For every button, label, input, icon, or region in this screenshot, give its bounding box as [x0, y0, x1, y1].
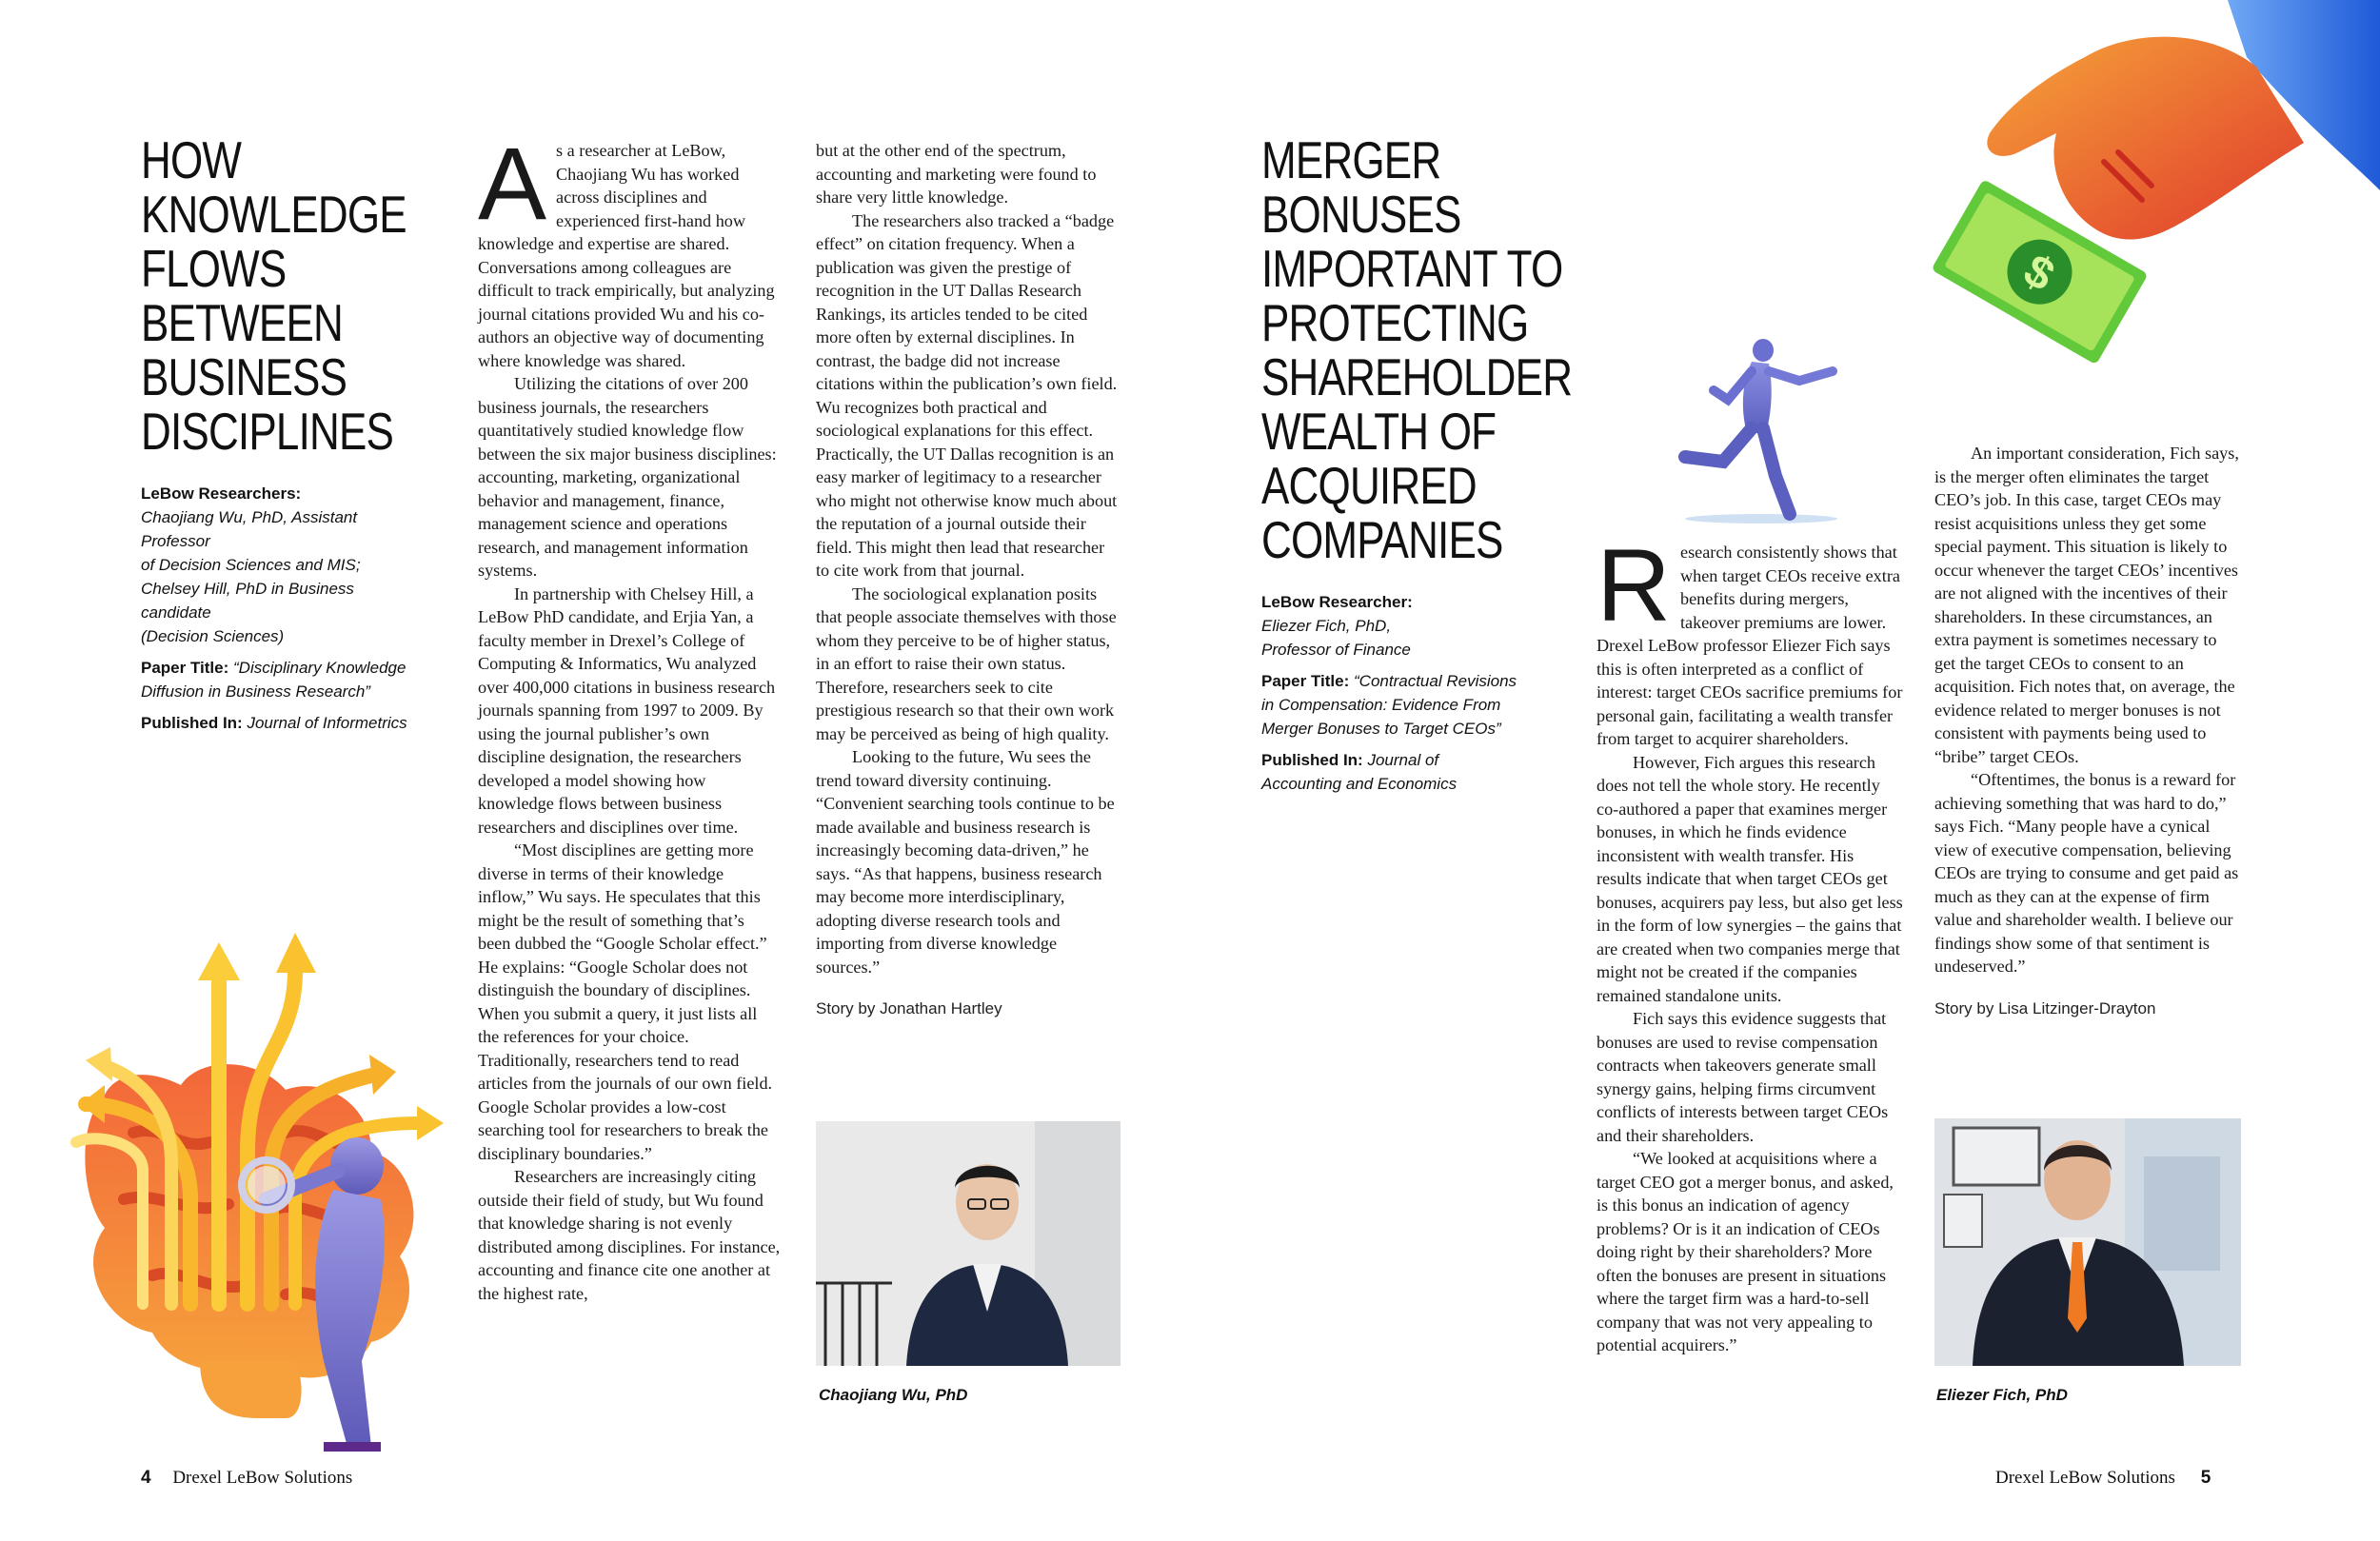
paragraph: In partnership with Chelsey Hill, a LeBow PhD candidate, and Erjia Yan, a faculty member in Drexel’s College of Computing & Informatics, Wu analyzed over 400,000 citations in business research journals spanning from 1997 to 2009. By using the journal publisher’s own discipline designation, the researchers developed a model showing how knowledge flows between business researchers and disciplines over time. [478, 583, 776, 837]
paper-title: “Disciplinary Knowledge [233, 659, 407, 677]
paragraph: “We looked at acquisitions where a target CEO got a merger bonus, and asked, is this bonus an indication of agency problems? Or is it an indication of CEOs doing right by their shareholders? More often the bonuses are present in situations where the target firm was a hard-to-sell company that was not very appealing to potential acquirers.” [1597, 1149, 1894, 1354]
researcher-line: Chaojiang Wu, PhD, Assistant Professor [141, 508, 358, 550]
paper-title: Diffusion in Business Research” [141, 682, 370, 701]
paragraph: However, Fich argues this research does not tell the whole story. He recently co-authored a paper that examines merger bonuses, in which he finds evidence inconsistent with wealth transfer. His results indicate that when target CEOs get bonuses, acquirers pay less, but also get less in the form of low synergies – the gains that are created when two companies merge that might not be created if the companies remained standalone units. [1597, 752, 1903, 1005]
published-in-block [141, 711, 426, 735]
right-article-title [1261, 130, 1573, 569]
journal-name: Journal of Informetrics [247, 714, 407, 732]
paper-title: in Compensation: Evidence From [1261, 696, 1501, 714]
title-line: MERGER [1261, 130, 1441, 189]
paragraph [1597, 527, 1903, 751]
paragraph: but at the other end of the spectrum, accounting and marketing were found to share very little knowledge. [816, 141, 1097, 207]
paragraph: The sociological explanation posits that people associate themselves with those whom they perceive to be of higher status, in an effort to raise their own status. Therefore, researchers seek to cite prestigious research so that their own work may be perceived as being of high quality. [816, 583, 1117, 743]
journal-name: Accounting and Economics [1261, 775, 1458, 793]
paragraph: Looking to the future, Wu sees the trend toward diversity continuing. “Convenient searching tools continue to be made available and business research is increasingly becoming data-driven,” he says. “As that happens, business research may become more interdisciplinary, adopting diverse research tools and importing from diverse knowledge sources.” [816, 747, 1115, 977]
title-line: IMPORTANT TO [1261, 239, 1563, 298]
story-byline: Story by Jonathan Hartley [816, 999, 1002, 1017]
paragraph: “Most disciplines are getting more diverse in terms of their knowledge inflow,” Wu says. He speculates that this might be the result of something that’s been dubbed the “Google Scholar effect.” He explains: “Google Scholar does not distinguish the boundary of disciplines. When you submit a query, it just lists all the references for your choice. Traditionally, researchers tend to read articles from the journals of our own field. Google Scholar provides a low-cost searching tool for researchers to break the disciplinary boundaries.” [478, 840, 773, 1163]
researchers-label: LeBow Researchers: [141, 484, 302, 503]
researcher-line: Eliezer Fich, PhD, [1261, 617, 1392, 635]
paragraph: “Oftentimes, the bonus is a reward for achieving something that was hard to do,” says Fich. “Many people have a cynical view of executive compensation, believing CEOs are trying to consume and get paid as much as they can at the expense of firm value and shareholder wealth. I believe our findings show some of that sentiment is undeserved.” [1934, 770, 2239, 976]
paragraph: Fich says this evidence suggests that bonuses are used to revise compensation contracts when takeovers generate small synergy gains, helping firms circumvent conflicts of interests between target CEOs and their shareholders. [1597, 1009, 1889, 1145]
left-article-meta [141, 482, 426, 735]
title-line: SHAREHOLDER [1261, 347, 1573, 406]
brain-with-arrows-illustration [67, 885, 486, 1456]
paragraph: An important consideration, Fich says, is the merger often eliminates the target CEO’s job. In this case, target CEOs may resist acquisitions unless they get some special payment. This situation is likely to occur whenever the target CEOs’ incentives are not aligned with the incentives of their shareholders. In these circumstances, an extra payment is sometimes necessary to get the target CEOs to consent to an acquisition. Fich notes that, on average, the evidence related to merger bonuses is not consistent with payments being used to “bribe” target CEOs. [1934, 444, 2239, 766]
paper-title: “Contractual Revisions [1354, 672, 1517, 690]
paragraph-text: s a researcher at LeBow, Chaojiang Wu has worked across disciplines and experienced first-hand how knowledge and expertise are shared. Conversations among colleagues are difficult to track empirically, but analyzing journal citations provided Wu and his co-authors an objective way of documenting where knowledge was shared. [478, 141, 775, 370]
title-line: KNOWLEDGE [141, 185, 407, 244]
left-footer [141, 1468, 352, 1489]
researcher-line: (Decision Sciences) [141, 627, 285, 645]
journal-name: Journal of [1367, 751, 1439, 769]
publication-name: Drexel LeBow Solutions [1995, 1468, 2175, 1488]
paragraph: Utilizing the citations of over 200 business journals, the researchers quantitatively studied knowledge flow between the six major business disciplines: accounting, marketing, organizational behavior and management, finance, management science and operations research, and management information systems. [478, 374, 777, 580]
paper-title: Merger Bonuses to Target CEOs” [1261, 720, 1501, 738]
right-article-meta [1261, 590, 1547, 796]
title-line: BONUSES [1261, 185, 1461, 244]
title-line: WEALTH OF [1261, 402, 1497, 461]
drop-cap: A [478, 126, 547, 241]
eliezer-fich-photo [1934, 1118, 2241, 1366]
paragraph: Researchers are increasingly citing outside their field of study, but Wu found that knowledge sharing is not evenly distributed among disciplines. For instance, accounting and finance cite one another at the highest rate, [478, 1167, 781, 1303]
title-line: ACQUIRED [1261, 456, 1477, 515]
page-number: 4 [141, 1468, 151, 1488]
title-line: BUSINESS [141, 347, 347, 406]
paper-title-block [141, 656, 426, 703]
right-article-column-1 [1597, 527, 1903, 1357]
publication-name: Drexel LeBow Solutions [172, 1468, 353, 1488]
paragraph-text: esearch consistently shows that when target CEOs receive extra benefits during mergers, takeover premiums are lower. Drexel LeBow professor Eliezer Fich says this is often interpreted as a conflict of interest: target CEOs sacrifice premiums for personal gain, facilitating a wealth transfer from target to acquirer shareholders. [1597, 543, 1903, 748]
paper-title-label: Paper Title: [1261, 672, 1350, 690]
researcher-label: LeBow Researcher: [1261, 593, 1413, 611]
published-in-label: Published In: [1261, 751, 1363, 769]
left-article-column-1 [478, 126, 781, 1305]
photo-caption: Eliezer Fich, PhD [1936, 1386, 2068, 1404]
paragraph [478, 126, 781, 372]
researcher-line: Chelsey Hill, PhD in Business candidate [141, 580, 354, 622]
published-in-block [1261, 748, 1547, 796]
left-article-title [141, 130, 407, 461]
page-number: 5 [2200, 1468, 2211, 1488]
story-byline: Story by Lisa Litzinger-Drayton [1934, 998, 2156, 1017]
chaojiang-wu-photo [816, 1121, 1121, 1366]
title-line: HOW [141, 130, 242, 189]
running-businessman-illustration [1656, 333, 1866, 533]
paper-title-label: Paper Title: [141, 659, 229, 677]
hand-holding-dollar-illustration [1894, 0, 2380, 390]
paper-title-block [1261, 669, 1547, 741]
researcher-line: of Decision Sciences and MIS; [141, 556, 361, 574]
title-line: BETWEEN [141, 293, 343, 352]
title-line: DISCIPLINES [141, 402, 394, 461]
paragraph: The researchers also tracked a “badge effect” on citation frequency. When a publication was given the prestige of recognition in the UT Dallas Research Rankings, its articles tended to be cited more often by external disciplines. In contrast, the badge did not increase citations within the publication’s own field. Wu recognizes both practical and sociological explanations for this effect. Practically, the UT Dallas recognition is an easy marker of legitimacy to a researcher who might not otherwise know much about the reputation of a journal outside their field. This might then lead that researcher to cite work from that journal. [816, 210, 1118, 580]
title-line: COMPANIES [1261, 510, 1503, 569]
drop-cap: R [1597, 527, 1671, 642]
title-line: FLOWS [141, 239, 287, 298]
svg-text:$: $ [2014, 245, 2063, 302]
photo-caption: Chaojiang Wu, PhD [819, 1386, 968, 1404]
published-in-label: Published In: [141, 714, 243, 732]
right-article-column-2 [1934, 442, 2239, 1020]
left-article-column-2 [816, 139, 1121, 1021]
title-line: PROTECTING [1261, 293, 1529, 352]
right-footer [1995, 1468, 2211, 1489]
researcher-line: Professor of Finance [1261, 641, 1411, 659]
